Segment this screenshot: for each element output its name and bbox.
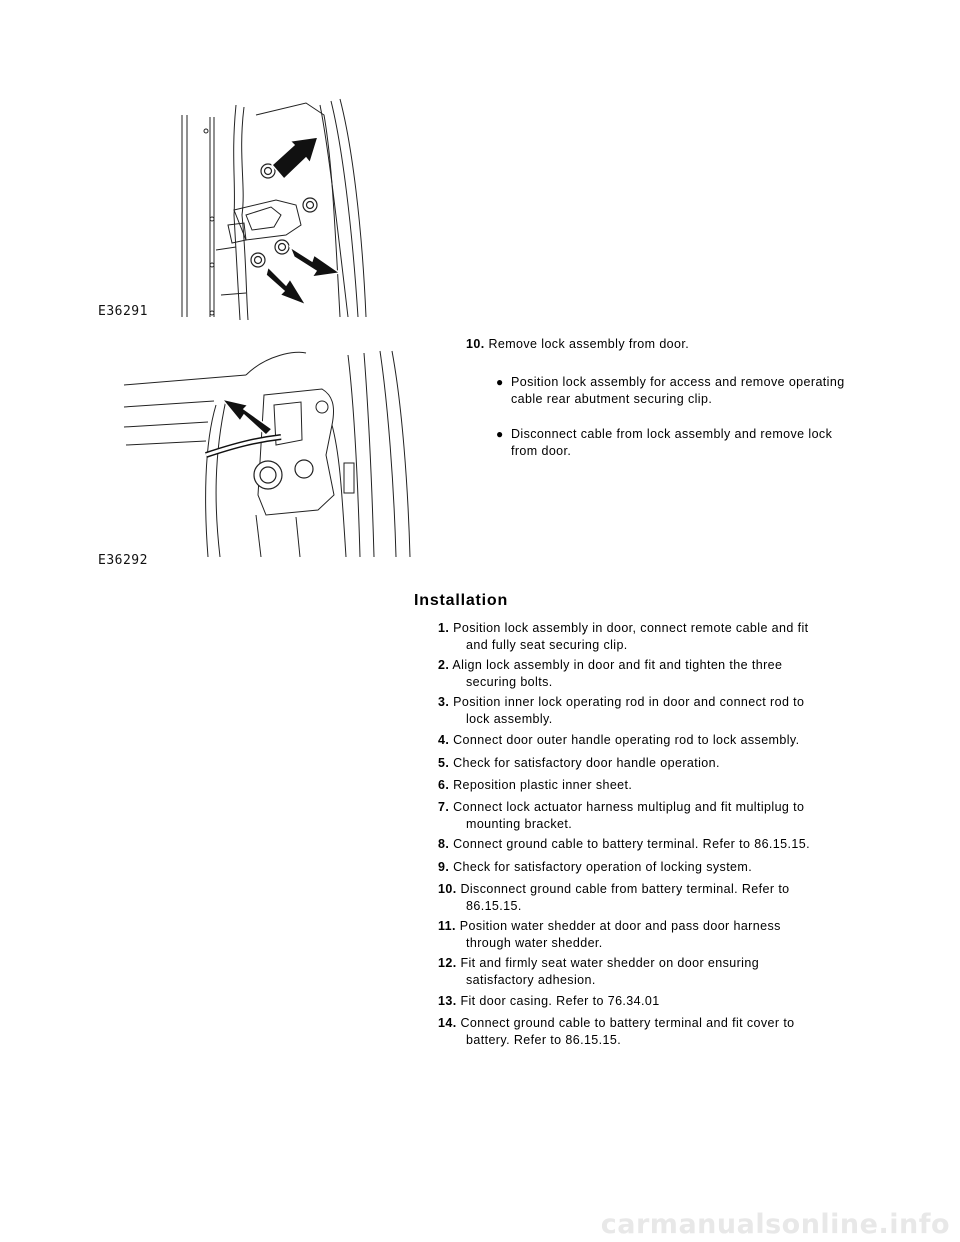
bullet-line: from door. — [511, 444, 572, 458]
step-line: Fit and firmly seat water shedder on door ensuring — [460, 956, 760, 970]
install-step — [438, 1015, 878, 1049]
step-line: through water shedder. — [466, 936, 603, 950]
bullet-icon: ● — [496, 427, 504, 441]
step-number: 12. — [438, 956, 457, 970]
install-step — [438, 657, 878, 691]
step-line: Position inner lock operating rod in door and connect rod to — [453, 695, 805, 709]
install-step — [438, 777, 878, 794]
step-number: 1. — [438, 621, 450, 635]
step-number: 2. — [438, 658, 450, 672]
install-step — [438, 732, 878, 749]
footer — [0, 1209, 960, 1242]
install-step — [438, 859, 878, 876]
install-step — [438, 836, 878, 853]
installation-heading: Installation — [414, 592, 509, 609]
step-number: 11. — [438, 919, 456, 933]
step-number: 3. — [438, 695, 450, 709]
step-line: Position lock assembly in door, connect remote cable and fit — [453, 621, 809, 635]
lock-bolts-illustration — [96, 95, 386, 325]
step-line: Connect door outer handle operating rod to lock assembly. — [453, 733, 800, 747]
step-number: 10. — [466, 337, 485, 351]
bullet-line: Disconnect cable from lock assembly and remove lock — [511, 427, 833, 441]
install-step — [438, 881, 878, 915]
figure-lock-cable — [96, 345, 426, 567]
step-number: 8. — [438, 837, 450, 851]
removal-bullet — [496, 426, 891, 460]
watermark-text[interactable]: carmanualsonline.info — [600, 1209, 950, 1240]
step-line: Connect ground cable to battery terminal and fit cover to — [460, 1016, 795, 1030]
figure-lock-bolts — [96, 95, 386, 325]
step-number: 10. — [438, 882, 457, 896]
step-line: and fully seat securing clip. — [466, 638, 628, 652]
step-line: Connect ground cable to battery terminal. Refer to 86.15.15. — [453, 837, 810, 851]
step-line: lock assembly. — [466, 712, 553, 726]
figure-label: E36291 — [98, 304, 148, 319]
install-step — [438, 955, 878, 989]
step-line: Fit door casing. Refer to 76.34.01 — [460, 994, 660, 1008]
step-line: Align lock assembly in door and fit and tighten the three — [452, 658, 783, 672]
install-step — [438, 993, 878, 1010]
step-line: satisfactory adhesion. — [466, 973, 596, 987]
bullet-line: cable rear abutment securing clip. — [511, 392, 713, 406]
step-line: Connect lock actuator harness multiplug and fit multiplug to — [453, 800, 805, 814]
step-text: Remove lock assembly from door. — [488, 337, 690, 351]
step-number: 13. — [438, 994, 457, 1008]
lock-cable-illustration — [96, 345, 426, 567]
install-step — [438, 799, 878, 833]
install-step — [438, 620, 878, 654]
step-line: Check for satisfactory operation of locking system. — [453, 860, 753, 874]
step-line: 86.15.15. — [466, 899, 522, 913]
removal-bullet — [496, 374, 891, 408]
step-number: 6. — [438, 778, 450, 792]
step-line: Disconnect ground cable from battery terminal. Refer to — [460, 882, 790, 896]
install-step — [438, 918, 878, 952]
figure-label: E36292 — [98, 553, 148, 568]
install-step — [438, 694, 878, 728]
step-line: Check for satisfactory door handle operation. — [453, 756, 720, 770]
step-line: battery. Refer to 86.15.15. — [466, 1033, 622, 1047]
step-line: Reposition plastic inner sheet. — [453, 778, 633, 792]
removal-step — [466, 336, 689, 353]
step-number: 9. — [438, 860, 450, 874]
bullet-icon: ● — [496, 375, 504, 389]
step-line: mounting bracket. — [466, 817, 573, 831]
step-number: 7. — [438, 800, 450, 814]
step-line: Position water shedder at door and pass door harness — [459, 919, 781, 933]
step-line: securing bolts. — [466, 675, 553, 689]
step-number: 14. — [438, 1016, 457, 1030]
step-number: 5. — [438, 756, 450, 770]
install-step — [438, 755, 878, 772]
step-number: 4. — [438, 733, 450, 747]
bullet-line: Position lock assembly for access and remove operating — [511, 375, 845, 389]
